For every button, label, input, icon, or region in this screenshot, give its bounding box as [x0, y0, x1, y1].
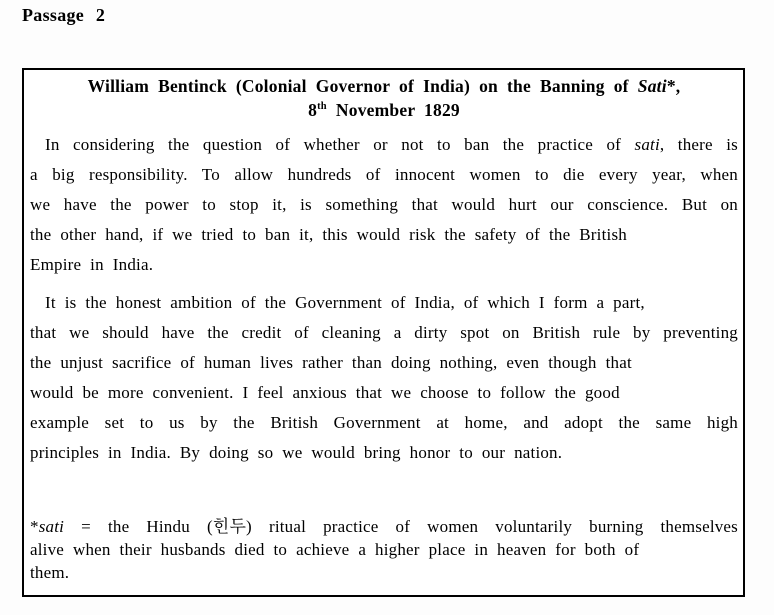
passage-title-line: William Bentinck (Colonial Governor of India) on the Banning of Sati*, — [87, 76, 681, 96]
text-line: we have the power to stop it, is something that would hurt our conscience. But on — [30, 195, 738, 214]
text-line: In considering the question of whether or not to ban the practice of sati, there is — [45, 135, 738, 154]
passage-paragraph — [30, 130, 738, 280]
passage-label: Passage 2 — [22, 5, 106, 25]
passage-box — [22, 68, 745, 597]
text-line: Empire in India. — [30, 255, 154, 274]
text-line: the unjust sacrifice of human lives rather than doing nothing, even though that — [30, 353, 632, 372]
text-line: a big responsibility. To allow hundreds of innocent women to die every year, when — [30, 165, 738, 184]
text-line: the other hand, if we tried to ban it, this would risk the safety of the British — [30, 225, 627, 244]
footnote-line: alive when their husbands died to achieve a higher place in heaven for both of — [30, 540, 640, 559]
text-line: principles in India. By doing so we would bring honor to our nation. — [30, 443, 563, 462]
passage-paragraph — [30, 288, 738, 468]
passage-title — [30, 74, 738, 122]
passage-body — [30, 130, 738, 468]
passage-title-line: 8th November 1829 — [308, 100, 460, 120]
text-line: It is the honest ambition of the Government of India, of which I form a part, — [45, 293, 645, 312]
footnote — [30, 515, 738, 584]
text-line: example set to us by the British Government at home, and adopt the same high — [30, 413, 738, 432]
footnote-line: *sati = the Hindu (힌두) ritual practice of women voluntarily burning themselves — [30, 517, 738, 536]
text-line: that we should have the credit of cleaning a dirty spot on British rule by preventing — [30, 323, 738, 342]
footnote-line: them. — [30, 563, 70, 582]
text-line: would be more convenient. I feel anxious that we choose to follow the good — [30, 383, 620, 402]
